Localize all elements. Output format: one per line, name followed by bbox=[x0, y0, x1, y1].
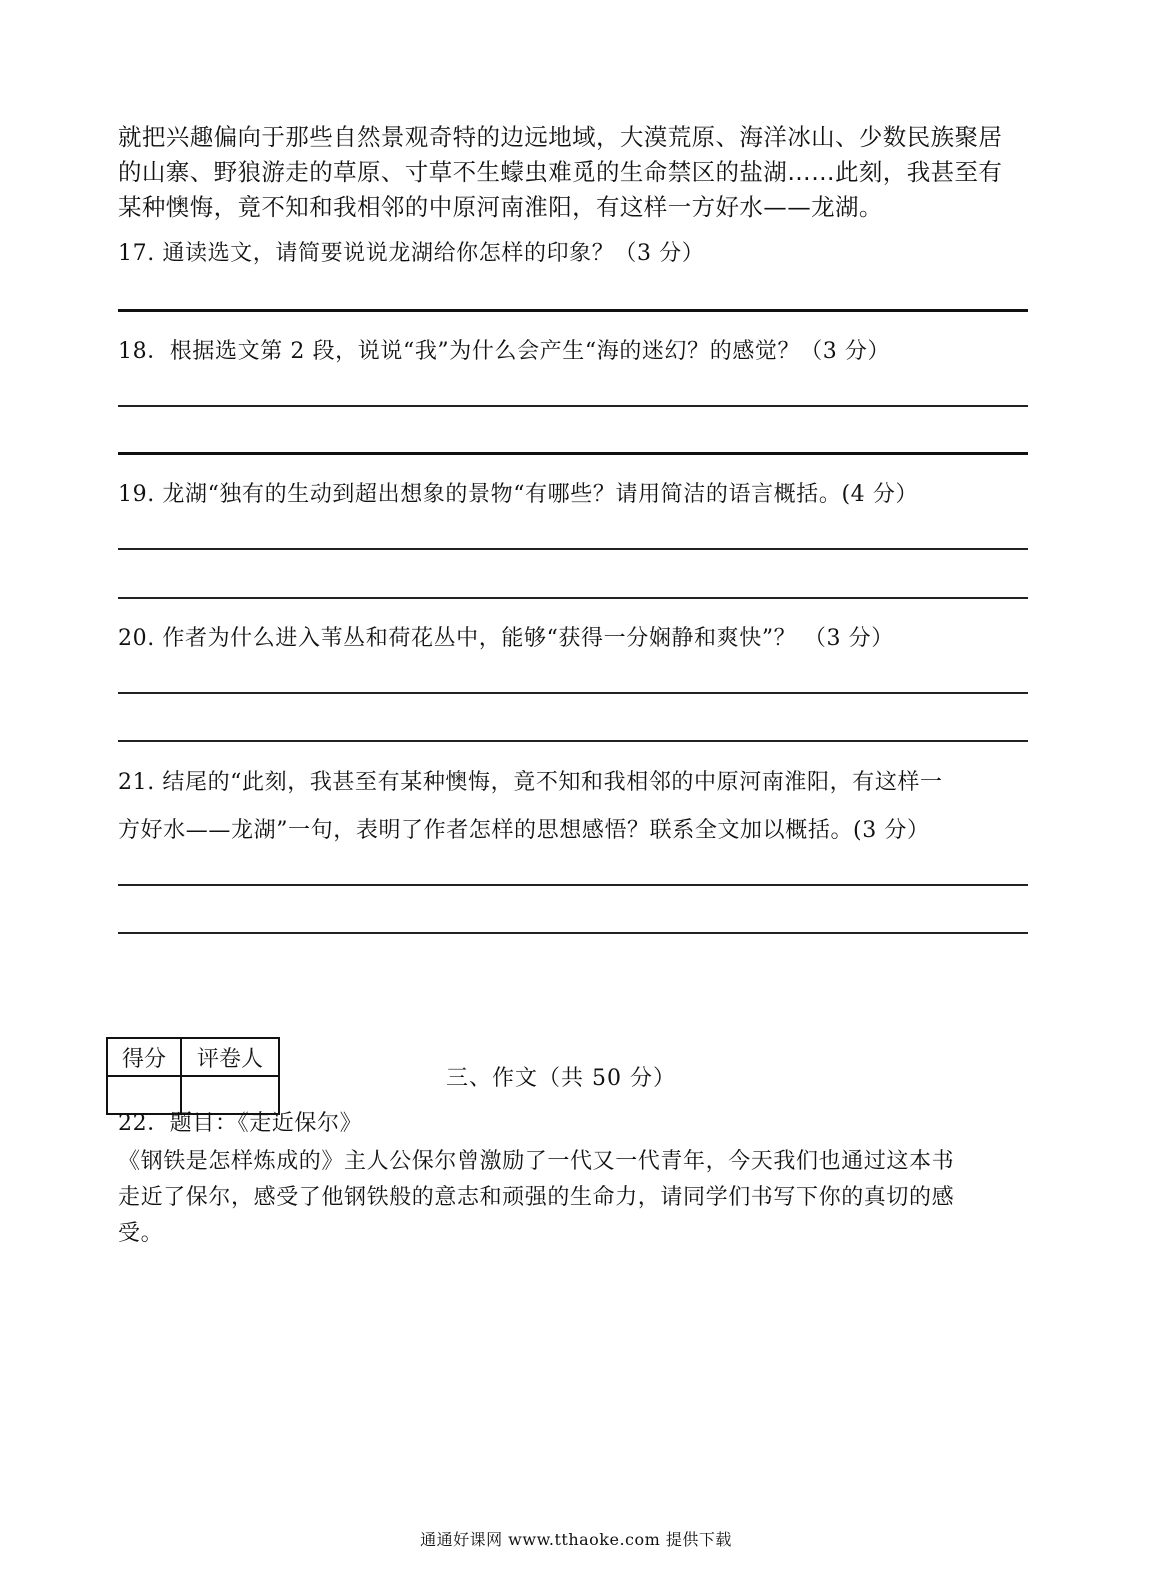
essay-prompt-line: 受。 bbox=[118, 1221, 164, 1246]
answer-line bbox=[118, 597, 1028, 599]
section-title: 三、作文（共 50 分） bbox=[446, 1066, 676, 1091]
answer-line bbox=[118, 932, 1028, 934]
answer-line bbox=[118, 452, 1028, 455]
question-19: 19. 龙湖“独有的生动到超出想象的景物“有哪些？请用简洁的语言概括。(4 分） bbox=[118, 482, 919, 507]
essay-prompt-line: 走近了保尔，感受了他钢铁般的意志和顽强的生命力，请同学们书写下你的真切的感 bbox=[118, 1185, 955, 1210]
score-table bbox=[106, 1037, 280, 1115]
passage-line: 某种懊悔，竟不知和我相邻的中原河南淮阳，有这样一方好水——龙湖。 bbox=[118, 193, 883, 221]
reading-passage bbox=[118, 120, 1028, 225]
answer-line bbox=[118, 740, 1028, 742]
page-footer: 通通好课网 www.tthaoke.com 提供下载 bbox=[420, 1530, 732, 1549]
answer-line bbox=[118, 884, 1028, 886]
question-20: 20. 作者为什么进入苇丛和荷花丛中，能够“获得一分娴静和爽快”？ （3 分） bbox=[118, 626, 894, 651]
answer-line bbox=[118, 692, 1028, 694]
essay-title: 22．题目：《走近保尔》 bbox=[118, 1111, 363, 1136]
question-21: 21. 结尾的“此刻，我甚至有某种懊悔，竟不知和我相邻的中原河南淮阳，有这样一 bbox=[118, 770, 943, 795]
grader-header: 评卷人 bbox=[181, 1038, 279, 1076]
passage-line: 的山寨、野狼游走的草原、寸草不生蠓虫难觅的生命禁区的盐湖……此刻，我甚至有 bbox=[118, 158, 1003, 186]
question-18: 18．根据选文第 2 段，说说“我”为什么会产生“海的迷幻？的感觉？（3 分） bbox=[118, 339, 891, 364]
question-21-continued: 方好水——龙湖”一句，表明了作者怎样的思想感悟？联系全文加以概括。(3 分） bbox=[118, 818, 930, 843]
answer-line bbox=[118, 405, 1028, 407]
answer-line bbox=[118, 548, 1028, 550]
passage-line: 就把兴趣偏向于那些自然景观奇特的边远地域，大漠荒原、海洋冰山、少数民族聚居 bbox=[118, 123, 1003, 151]
essay-prompt-line: 《钢铁是怎样炼成的》主人公保尔曾激励了一代又一代青年，今天我们也通过这本书 bbox=[118, 1149, 955, 1174]
question-17: 17. 通读选文，请简要说说龙湖给你怎样的印象？（3 分） bbox=[118, 241, 705, 266]
answer-line bbox=[118, 309, 1028, 312]
score-header: 得分 bbox=[107, 1038, 181, 1076]
